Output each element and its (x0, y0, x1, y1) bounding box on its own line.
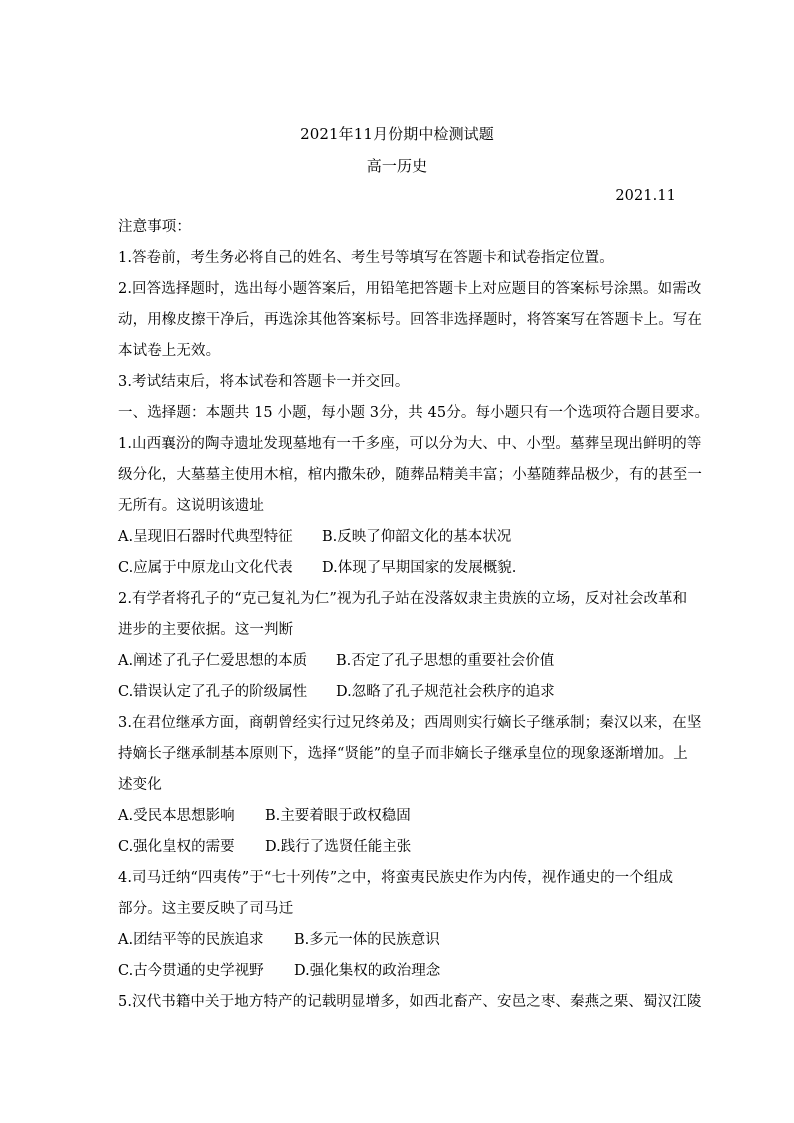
question-3-line-3: 述变化 (118, 777, 162, 793)
question-1-line-1: 1.山西襄汾的陶寺遗址发现墓地有一千多座，可以分为大、中、小型。墓葬呈现出鲜明的等 (118, 436, 702, 452)
notice-item-1: 1.答卷前，考生务必将自己的姓名、考生号等填写在答题卡和试卷指定位置。 (118, 250, 614, 266)
question-1-option-b: B.反映了仰韶文化的基本状况 (322, 529, 512, 545)
notice-item-2-line-1: 2.回答选择题时，选出每小题答案后，用铅笔把答题卡上对应题目的答案标号涂黑。如需改 (118, 281, 702, 297)
exam-title: 2021年11月份期中检测试题 (300, 125, 494, 143)
notice-item-3: 3.考试结束后，将本试卷和答题卡一并交回。 (118, 374, 410, 390)
question-3-option-d: D.践行了选贤任能主张 (265, 839, 412, 855)
question-3-option-a: A.受民本思想影响 (118, 808, 235, 824)
question-2-option-c: C.错误认定了孔子的阶级属性 (118, 684, 308, 700)
exam-subject: 高一历史 (366, 157, 428, 175)
question-4-option-b: B.多元一体的民族意识 (294, 932, 440, 948)
question-4-option-d: D.强化集权的政治理念 (294, 963, 441, 979)
question-3-option-b: B.主要着眼于政权稳固 (265, 808, 411, 824)
section-1-heading: 一、选择题：本题共 15 小题，每小题 3分，共 45分。每小题只有一个选项符合题目要求。 (118, 405, 710, 421)
question-4-line-1: 4.司马迁纳“四夷传”于“七十列传”之中，将蛮夷民族史作为内传，视作通史的一个组成 (118, 870, 674, 886)
question-4-option-a: A.团结平等的民族追求 (118, 932, 264, 948)
question-1-option-c: C.应属于中原龙山文化代表 (118, 560, 293, 576)
notice-item-2-line-3: 本试卷上无效。 (118, 343, 221, 359)
question-2-line-2: 进步的主要依据。这一判断 (118, 622, 294, 638)
question-1-option-a: A.呈现旧石器时代典型特征 (118, 529, 293, 545)
question-4-option-c: C.古今贯通的史学视野 (118, 963, 264, 979)
question-1-line-2: 级分化，大墓墓主使用木棺，棺内撒朱砂，随葬品精美丰富；小墓随葬品极少，有的甚至一 (118, 467, 702, 483)
question-2-option-b: B.否定了孔子思想的重要社会价值 (336, 653, 555, 669)
notice-heading: 注意事项： (118, 219, 191, 235)
question-4-line-2: 部分。这主要反映了司马迁 (118, 901, 294, 917)
exam-date: 2021.11 (615, 188, 676, 204)
question-3-line-1: 3.在君位继承方面，商朝曾经实行过兄终弟及；西周则实行嫡长子继承制；秦汉以来，在坚 (118, 715, 702, 731)
question-2-line-1: 2.有学者将孔子的“克己复礼为仁”视为孔子站在没落奴隶主贵族的立场，反对社会改革和 (118, 591, 688, 607)
question-1-option-d: D.体现了早期国家的发展概貌. (322, 560, 517, 576)
question-3-line-2: 持嫡长子继承制基本原则下，选择“贤能”的皇子而非嫡长子继承皇位的现象逐渐增加。上 (118, 746, 688, 762)
question-3-option-c: C.强化皇权的需要 (118, 839, 235, 855)
question-1-line-3: 无所有。这说明该遗址 (118, 498, 264, 514)
notice-item-2-line-2: 动，用橡皮擦干净后，再选涂其他答案标号。回答非选择题时，将答案写在答题卡上。写在 (118, 312, 702, 328)
question-2-option-d: D.忽略了孔子规范社会秩序的追求 (336, 684, 555, 700)
question-2-option-a: A.阐述了孔子仁爱思想的本质 (118, 653, 308, 669)
question-5-line-1: 5.汉代书籍中关于地方特产的记载明显增多，如西北畜产、安邑之枣、秦燕之栗、蜀汉江陵 (118, 994, 702, 1010)
